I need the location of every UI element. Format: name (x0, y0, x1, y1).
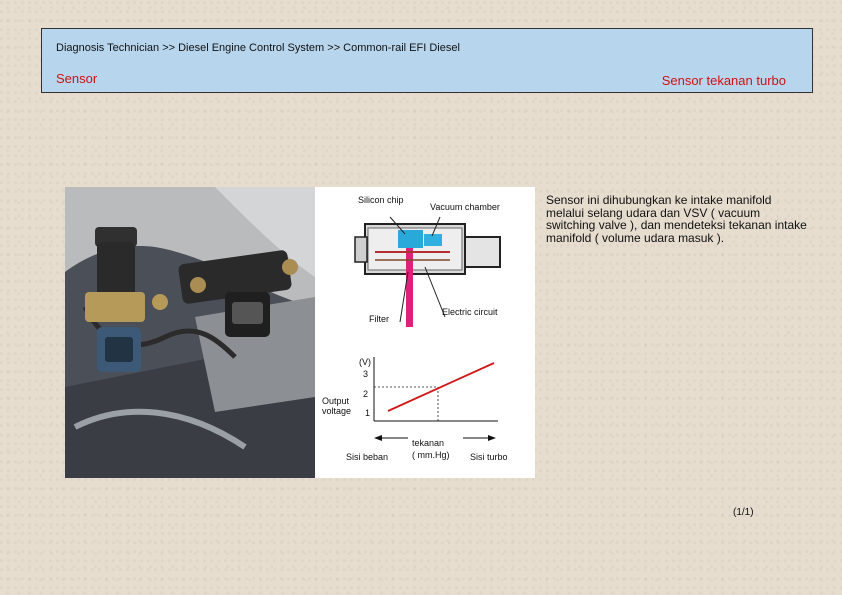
filter-label: Filter (369, 314, 389, 324)
x-right-label: Sisi turbo (470, 452, 508, 462)
header-bar (41, 28, 813, 93)
description-text: Sensor ini dihubungkan ke intake manifold melalui selang udara dan VSV ( vacuum switching valve ), dan mendeteksi tekanan intake manifold ( volume udara masuk ). (546, 193, 807, 245)
vacuum-chamber-label: Vacuum chamber (430, 202, 500, 212)
y-axis-label-line2: voltage (322, 406, 352, 416)
y-unit-label: (V) (359, 357, 371, 367)
sensor-photo (65, 187, 315, 478)
electric-circuit-label: Electric circuit (442, 307, 498, 317)
y-tick-2: 2 (363, 389, 369, 399)
x-mid-label-line1: tekanan (412, 438, 445, 448)
y-axis-label-line1: Output (322, 396, 350, 406)
sensor-figure (65, 187, 535, 478)
x-mid-label-line2: ( mm.Hg) (412, 450, 450, 460)
topic-title: Sensor tekanan turbo (661, 73, 786, 88)
breadcrumb: Diagnosis Technician >> Diesel Engine Control System >> Common-rail EFI Diesel (56, 42, 460, 54)
section-title: Sensor (56, 71, 98, 86)
silicon-chip-label: Silicon chip (358, 195, 404, 205)
x-left-label: Sisi beban (346, 452, 389, 462)
page-number: (1/1) (733, 507, 754, 518)
output-voltage-graph (368, 353, 508, 445)
y-tick-3: 3 (363, 369, 369, 379)
y-tick-1: 1 (365, 408, 371, 418)
